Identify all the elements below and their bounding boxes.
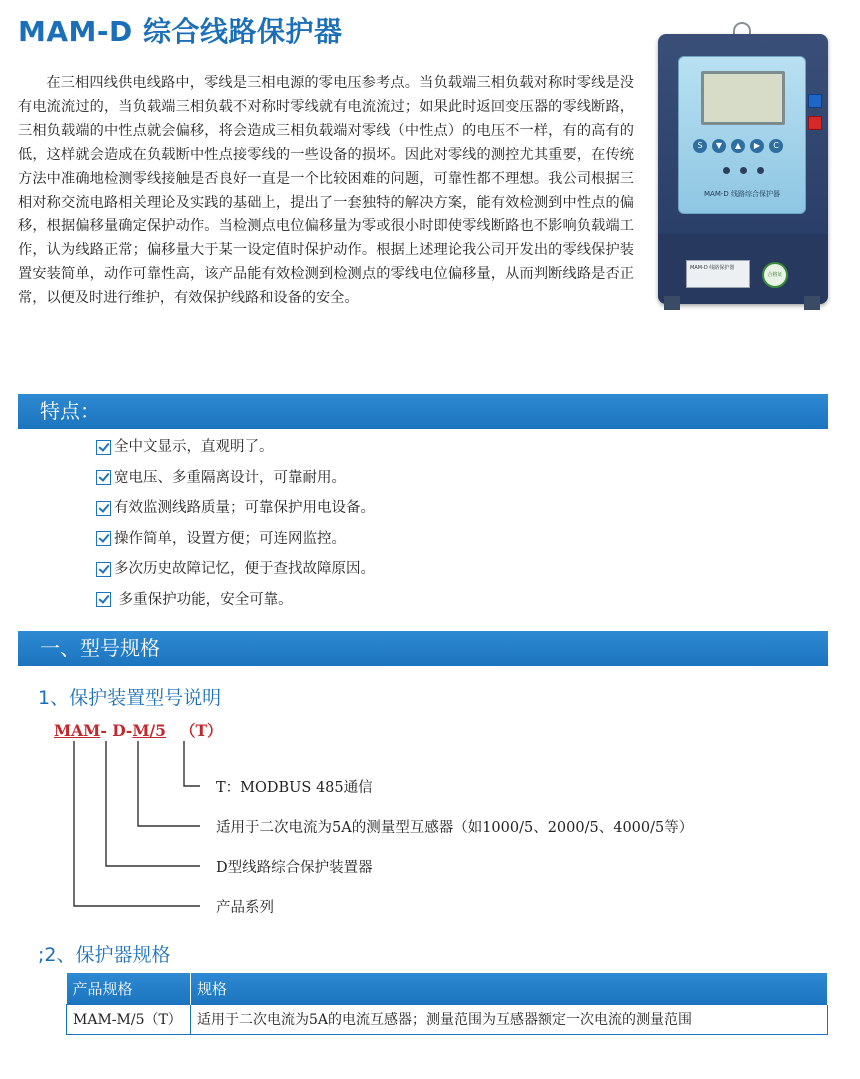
device-key: ▲ [731,139,745,153]
code-type: D [112,721,126,740]
table-cell: 适用于二次电流为5A的电流互感器；测量范围为互感器额定一次电流的测量范围 [191,1004,828,1034]
device-key: S [693,139,707,153]
device-key: C [769,139,783,153]
device-foot [664,296,680,310]
checkbox-icon [96,501,111,516]
device-key: ▼ [712,139,726,153]
feature-text: 操作简单，设置方便；可连网监控。 [114,530,346,547]
page-title: MAM-D 综合线路保护器 [18,15,343,48]
feature-item [96,585,375,616]
spec-heading: ;2、保护器规格 [38,944,171,966]
checkbox-icon [96,592,111,607]
code-comm: （T） [179,721,223,740]
model-code [54,719,223,741]
code-dash: - [100,721,107,740]
model-description-heading: 1、保护装置型号说明 [38,687,222,709]
device-illustration [650,22,835,312]
device-red-button [808,116,822,130]
features-heading-bar: 特点： [18,394,828,429]
code-legend-ct: 适用于二次电流为5A的测量型互感器（如1000/5、2000/5、4000/5等） [216,820,694,836]
checkbox-icon [96,562,111,577]
features-list [96,432,375,615]
led-icon [757,167,764,174]
table-header-cell: 产品规格 [67,973,191,1004]
feature-text: 多重保护功能，安全可靠。 [114,591,293,608]
device-indicator-leds [723,167,764,174]
checkbox-icon [96,440,111,455]
tree-line-ct [138,741,200,826]
code-ct: M/5 [132,721,166,740]
device-lcd-screen [701,71,785,125]
table-header-row [67,973,828,1004]
tree-line-type [106,741,200,866]
code-legend-series: 产品系列 [216,900,274,916]
device-blue-button [808,94,822,108]
feature-text: 多次历史故障记忆，便于查找故障原因。 [114,561,375,578]
checkbox-icon [96,470,111,485]
device-nameplate: MAM-D 线路保护器 [686,260,750,288]
device-foot [804,296,820,310]
code-series: MAM [54,721,101,740]
code-legend-comm: T：MODBUS 485通信 [216,780,373,796]
spec-table [66,973,828,1035]
feature-text: 全中文显示，直观明了。 [114,439,274,456]
checkbox-icon [96,531,111,546]
tree-line-comm [184,741,200,786]
led-icon [723,167,730,174]
feature-item [96,463,375,494]
tree-line-series [74,741,200,906]
intro-paragraph: 在三相四线供电线路中，零线是三相电源的零电压参考点。当负载端三相负载对称时零线是没有电流流过的，当负载端三相负载不对称时零线就有电流流过；如果此时返回变压器的零线断路，三相负载端的中性点就会偏移，将会造成三相负载端对零线（中性点）的电压不一样，有的高有的低，这样就会造成在负载断中性点接零线的一些设备的损坏。因此对零线的测控尤其重要，在传统方法中准确地检测零线接触是否良好一直是一个比较困难的问题，可靠性都不理想。我公司根据三相对称交流电路相关理论及实践的基础上，提出了一套独特的解决方案，能有效检测到中性点的偏移，根据偏移量确定保护动作。当检测点电位偏移量为零或很小时即使零线断路也不影响负载端工作，认为线路正常；偏移量大于某一设定值时保护动作。根据上述理论我公司开发出的零线保护装置安装简单，动作可靠性高，该产品能有效检测到检测点的零线电位偏移量，从而判断线路是否正常，以便及时进行维护，有效保护线路和设备的安全。 [18,75,634,307]
feature-item [96,493,375,524]
device-qc-seal: 合格证 [762,262,788,288]
table-cell: MAM-M/5（T） [67,1004,191,1034]
code-legend-type: D型线路综合保护装置器 [216,860,373,876]
feature-item [96,554,375,585]
device-panel-label: MAM-D 线路综合保护器 [703,190,780,198]
feature-item [96,524,375,555]
device-keypad [693,139,783,153]
table-header-cell: 规格 [191,973,828,1004]
device-key: ▶ [750,139,764,153]
model-heading-bar: 一、型号规格 [18,631,828,666]
code-dash: - [125,721,133,740]
device-panel [678,56,806,214]
feature-text: 宽电压、多重隔离设计，可靠耐用。 [114,469,346,486]
feature-item [96,432,375,463]
table-row [67,1004,828,1034]
led-icon [740,167,747,174]
feature-text: 有效监测线路质量；可靠保护用电设备。 [114,500,375,517]
